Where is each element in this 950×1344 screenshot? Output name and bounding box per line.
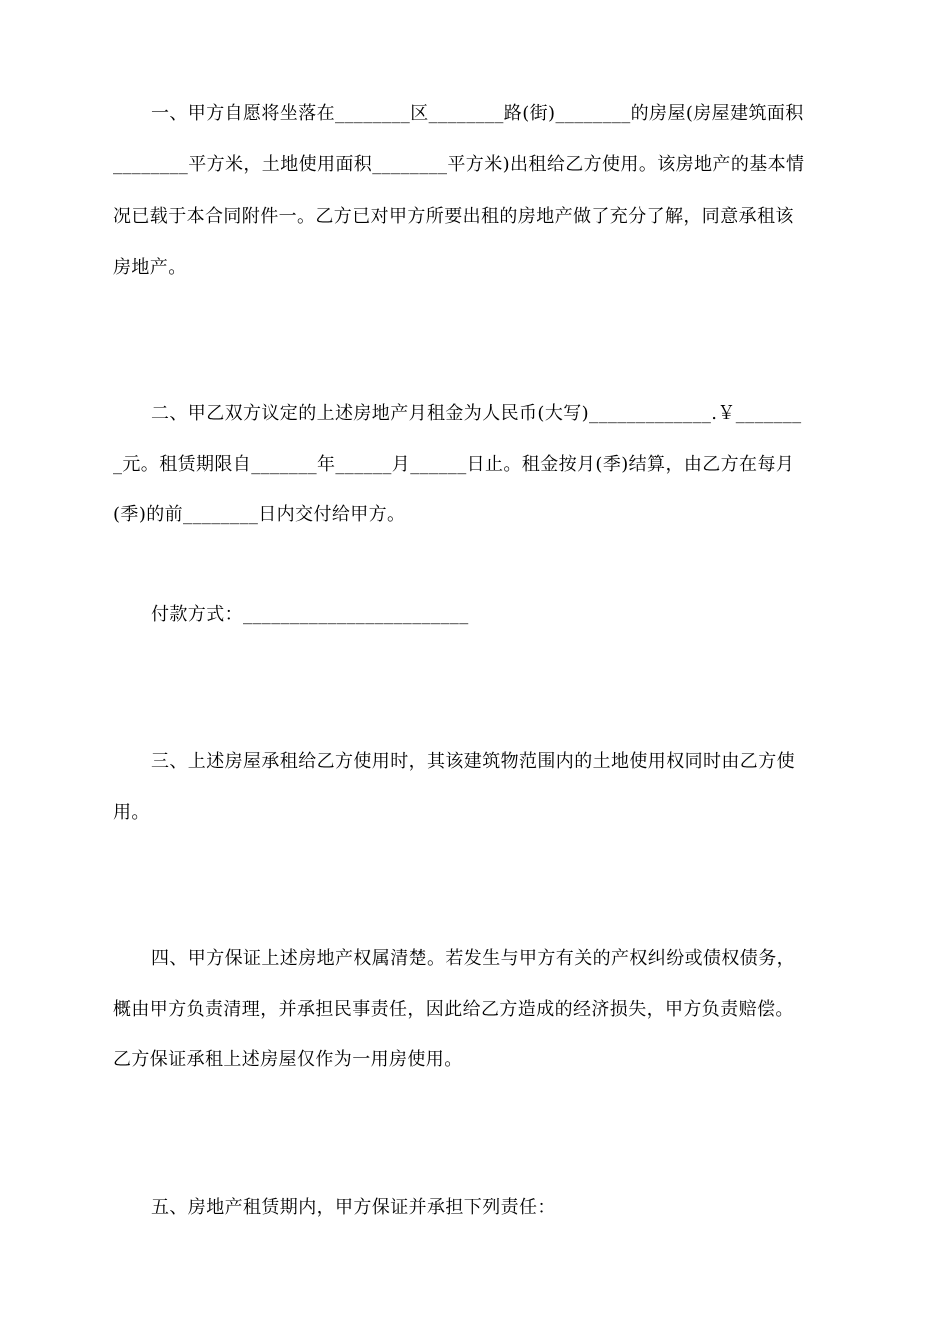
section-4-line-3: 乙方保证承租上述房屋仅作为一用房使用。 (113, 1049, 463, 1070)
section-5-line-1: 五、房地产租赁期内，甲方保证并承担下列责任： (151, 1197, 556, 1218)
section-1-line-2: ________平方米，土地使用面积________平方米)出租给乙方使用。该房地产的基本情 (113, 154, 805, 175)
section-3-line-2: 用。 (113, 802, 150, 823)
section-1-line-3: 况已载于本合同附件一。乙方已对甲方所要出租的房地产做了充分了解，同意承租该 (113, 206, 794, 227)
section-4-line-1: 四、甲方保证上述房地产权属清楚。若发生与甲方有关的产权纠纷或债权债务， (151, 948, 795, 969)
section-4-line-2: 概由甲方负责清理，并承担民事责任，因此给乙方造成的经济损失，甲方负责赔偿。 (113, 999, 794, 1020)
section-2-line-2: _元。租赁期限自_______年______月______日止。租金按月(季)结算，由乙方在每月 (113, 454, 795, 475)
section-1-line-1: 一、甲方自愿将坐落在________区________路(街)________的房屋(房屋建筑面积 (151, 103, 804, 124)
section-2-line-1: 二、甲乙双方议定的上述房地产月租金为人民币(大写)_____________.￥_______ (151, 403, 802, 424)
section-2-line-3: (季)的前________日内交付给甲方。 (113, 504, 406, 525)
section-3-line-1: 三、上述房屋承租给乙方使用时，其该建筑物范围内的土地使用权同时由乙方使 (151, 751, 795, 772)
section-1-line-4: 房地产。 (113, 257, 187, 278)
payment-method-line: 付款方式：________________________ (151, 604, 469, 625)
